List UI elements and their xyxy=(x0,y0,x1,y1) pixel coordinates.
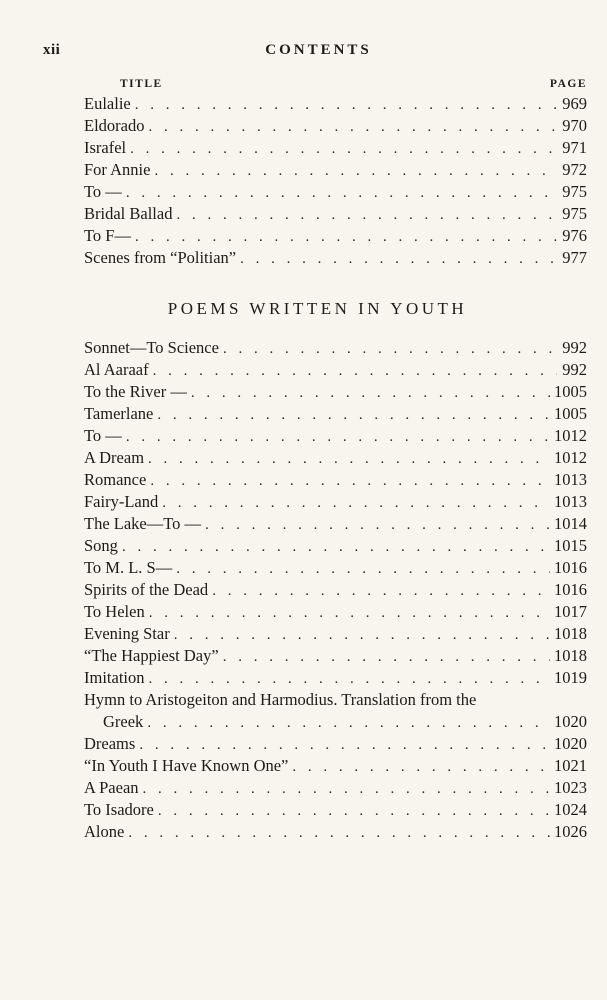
toc-entry xyxy=(84,469,587,491)
dot-leader xyxy=(176,558,550,580)
toc-entry-title: “In Youth I Have Known One” xyxy=(84,756,289,775)
column-heading-title: TITLE xyxy=(120,78,163,90)
dot-leader xyxy=(223,646,550,668)
dot-leader xyxy=(157,404,550,426)
toc-entry-title: Greek xyxy=(103,712,144,731)
toc-entry-page: 975 xyxy=(562,204,587,223)
toc-entry-title: Imitation xyxy=(84,668,145,687)
toc-entry-page: 1012 xyxy=(554,448,587,467)
dot-leader xyxy=(223,338,557,360)
toc-entry-title: To the River — xyxy=(84,382,187,401)
toc-entry-page: 1012 xyxy=(554,426,587,445)
dot-leader xyxy=(126,426,550,448)
toc-entry-title: Eulalie xyxy=(84,94,131,113)
toc-entry-page: 1015 xyxy=(554,536,587,555)
toc-entry-title: Al Aaraaf xyxy=(84,360,149,379)
toc-entry-title: Scenes from “Politian” xyxy=(84,248,237,267)
toc-entry-title: A Dream xyxy=(84,448,145,467)
dot-leader xyxy=(143,778,550,800)
toc-entry-page: 1024 xyxy=(554,800,587,819)
toc-entry-page: 971 xyxy=(562,138,587,157)
toc-entry xyxy=(84,601,587,623)
toc-entry-title: Romance xyxy=(84,470,147,489)
toc-entry-title: To M. L. S— xyxy=(84,558,173,577)
toc-entry xyxy=(84,579,587,601)
toc-entry xyxy=(84,755,587,777)
toc-entry-page: 1021 xyxy=(554,756,587,775)
toc-entry xyxy=(84,381,587,403)
toc-entry-title: To Isadore xyxy=(84,800,154,819)
toc-entry-page: 1018 xyxy=(554,624,587,643)
dot-leader xyxy=(150,470,550,492)
toc-entry xyxy=(84,337,587,359)
toc-entry-page: 1019 xyxy=(554,668,587,687)
toc-entry-page: 977 xyxy=(562,248,587,267)
dot-leader xyxy=(135,226,557,248)
toc-entry-page: 1020 xyxy=(554,734,587,753)
toc-entry-title: To — xyxy=(84,426,122,445)
toc-entry-title: Song xyxy=(84,536,118,555)
dot-leader xyxy=(147,712,550,734)
running-head: CONTENTS xyxy=(265,42,372,58)
toc-entry-page: 1018 xyxy=(554,646,587,665)
column-heading-page: PAGE xyxy=(549,78,587,90)
dot-leader xyxy=(240,248,557,270)
page-number: xii xyxy=(43,42,61,58)
toc-entry-page: 1026 xyxy=(554,822,587,841)
toc-entry xyxy=(84,137,587,159)
dot-leader xyxy=(148,116,557,138)
dot-leader xyxy=(162,492,550,514)
toc-entry-page: 969 xyxy=(562,94,587,113)
toc-entry-page: 1005 xyxy=(554,382,587,401)
toc-entry-title: Alone xyxy=(84,822,125,841)
toc-entry-title: Sonnet—To Science xyxy=(84,338,219,357)
toc-entry xyxy=(84,225,587,247)
toc-entry-title: Fairy-Land xyxy=(84,492,159,511)
toc-entry xyxy=(84,667,587,689)
dot-leader xyxy=(176,204,557,226)
toc-entry-title: Spirits of the Dead xyxy=(84,580,209,599)
dot-leader xyxy=(122,536,550,558)
dot-leader xyxy=(205,514,550,536)
toc-entry xyxy=(84,513,587,535)
dot-leader xyxy=(153,360,557,382)
toc-entry xyxy=(84,203,587,225)
dot-leader xyxy=(126,182,557,204)
toc-entry-page: 975 xyxy=(562,182,587,201)
toc-entry-page: 1013 xyxy=(554,492,587,511)
toc-entry xyxy=(84,645,587,667)
dot-leader xyxy=(139,734,550,756)
toc-entry xyxy=(84,799,587,821)
dot-leader xyxy=(128,822,550,844)
dot-leader xyxy=(292,756,550,778)
toc-entry xyxy=(84,623,587,645)
toc-entry xyxy=(84,159,587,181)
dot-leader xyxy=(130,138,557,160)
toc-entry xyxy=(84,821,587,843)
toc-entry-page: 1016 xyxy=(554,558,587,577)
dot-leader xyxy=(158,800,550,822)
toc-entry-page: 1014 xyxy=(554,514,587,533)
toc-entry xyxy=(84,359,587,381)
toc-entry-title: Dreams xyxy=(84,734,136,753)
toc-entry xyxy=(84,491,587,513)
dot-leader xyxy=(149,602,550,624)
toc-entry-page: 972 xyxy=(562,160,587,179)
toc-entry-title: Hymn to Aristogeiton and Harmodius. Translation from the xyxy=(84,690,477,709)
toc-entry-title: “The Happiest Day” xyxy=(84,646,219,665)
toc-entry xyxy=(84,93,587,115)
toc-entry xyxy=(84,733,587,755)
toc-entry xyxy=(84,115,587,137)
toc-entry xyxy=(84,181,587,203)
toc-entry xyxy=(84,425,587,447)
contents-list-1 xyxy=(84,93,587,269)
toc-entry xyxy=(84,247,587,269)
toc-entry-title: To Helen xyxy=(84,602,145,621)
toc-entry xyxy=(84,403,587,425)
toc-entry-title: To F— xyxy=(84,226,131,245)
toc-entry-title: A Paean xyxy=(84,778,139,797)
toc-entry-title: Eldorado xyxy=(84,116,145,135)
toc-entry-title: For Annie xyxy=(84,160,151,179)
toc-entry-page: 992 xyxy=(562,338,587,357)
toc-entry-page: 992 xyxy=(562,360,587,379)
dot-leader xyxy=(174,624,550,646)
toc-entry-title: To — xyxy=(84,182,122,201)
dot-leader xyxy=(135,94,557,116)
dot-leader xyxy=(212,580,550,602)
dot-leader xyxy=(154,160,557,182)
toc-entry-title: Tamerlane xyxy=(84,404,154,423)
section-title: POEMS WRITTEN IN YOUTH xyxy=(167,299,468,318)
toc-entry-page: 1013 xyxy=(554,470,587,489)
toc-entry-title: The Lake—To — xyxy=(84,514,202,533)
toc-entry xyxy=(84,447,587,469)
toc-entry-page: 1005 xyxy=(554,404,587,423)
dot-leader xyxy=(149,668,551,690)
dot-leader xyxy=(148,448,550,470)
toc-entry xyxy=(84,535,587,557)
toc-entry xyxy=(84,557,587,579)
toc-entry-page: 970 xyxy=(562,116,587,135)
toc-entry-page: 1023 xyxy=(554,778,587,797)
toc-entry xyxy=(84,777,587,799)
toc-entry-page: 1016 xyxy=(554,580,587,599)
toc-entry-title: Israfel xyxy=(84,138,127,157)
toc-entry-page: 1017 xyxy=(554,602,587,621)
contents-list-2 xyxy=(84,337,587,843)
toc-entry xyxy=(84,711,587,733)
toc-entry-title: Bridal Ballad xyxy=(84,204,173,223)
toc-entry xyxy=(84,689,587,711)
dot-leader xyxy=(191,382,550,404)
toc-entry-title: Evening Star xyxy=(84,624,170,643)
toc-entry-page: 976 xyxy=(562,226,587,245)
toc-entry-page: 1020 xyxy=(554,712,587,731)
